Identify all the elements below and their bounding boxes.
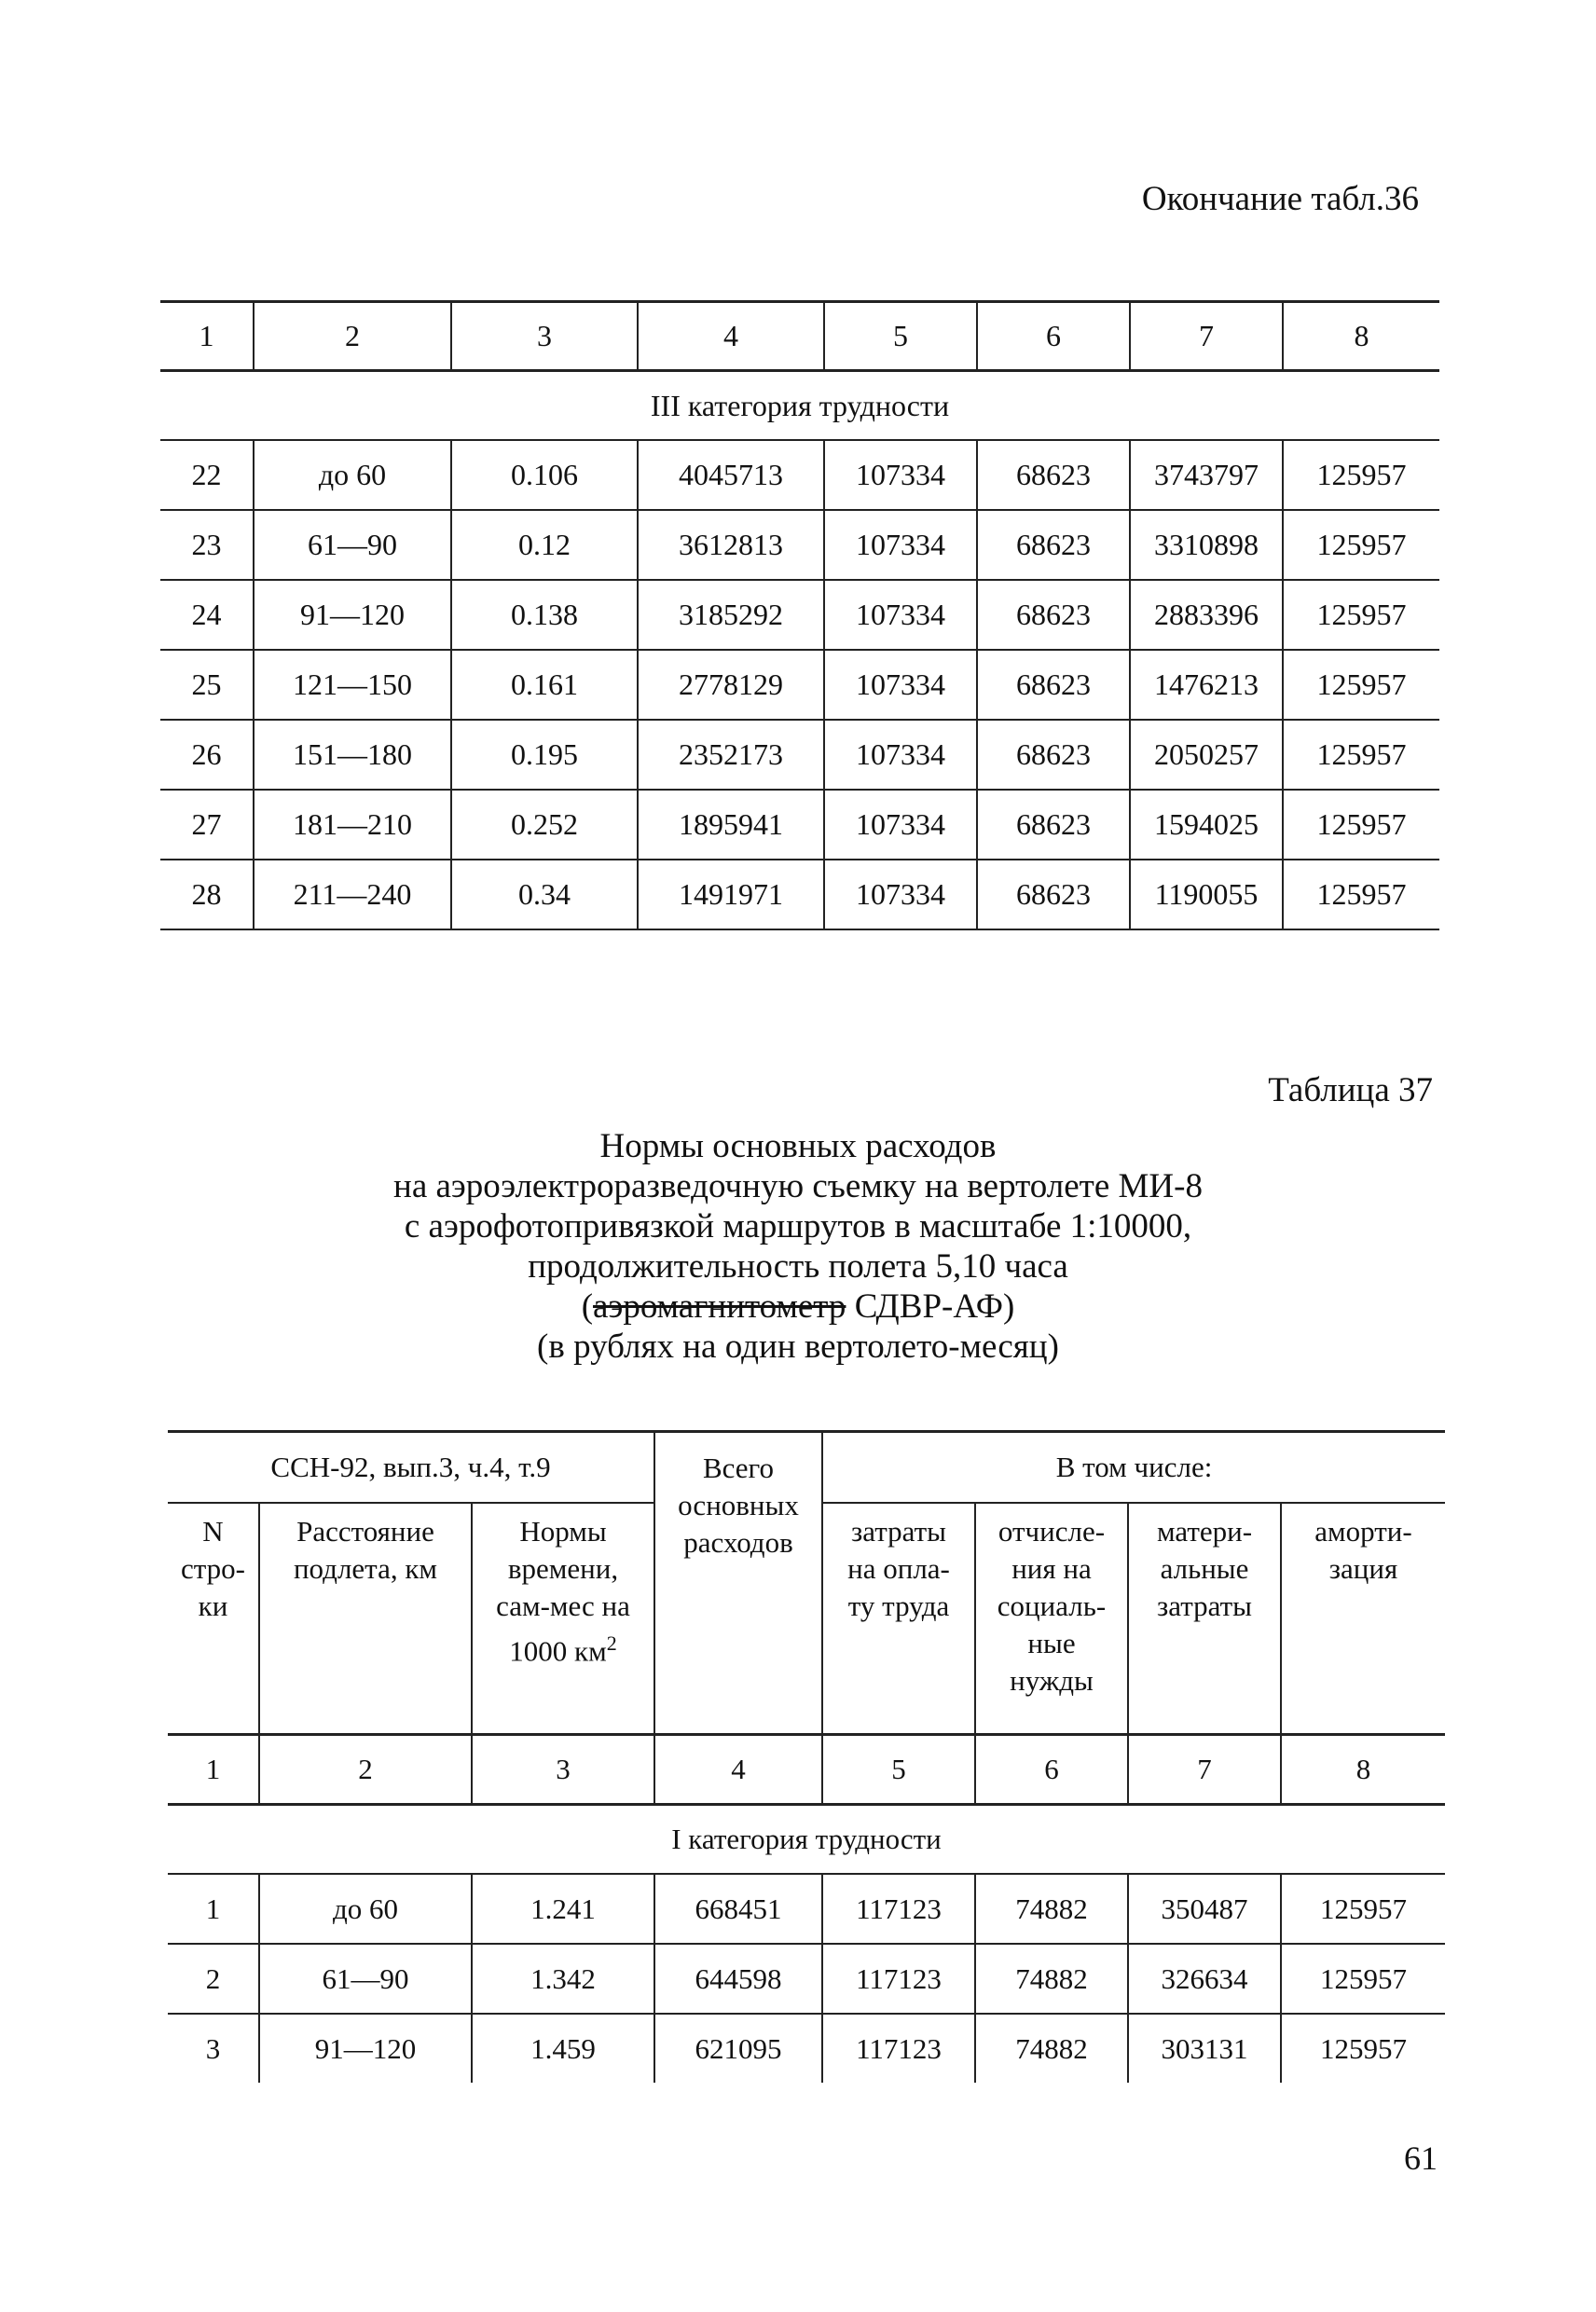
header-line: Всего — [702, 1452, 775, 1484]
table-cell: 68623 — [977, 440, 1130, 510]
table-cell: 125957 — [1283, 510, 1439, 580]
column-number: 1 — [160, 302, 254, 371]
table-cell: 24 — [160, 580, 254, 650]
table-cell: 61—90 — [259, 1944, 472, 2014]
column-number: 6 — [977, 302, 1130, 371]
title-text: СДВР-АФ) — [846, 1287, 1015, 1326]
header-line: времени, — [507, 1552, 619, 1585]
header-line: ния на — [1011, 1552, 1092, 1585]
table-cell: 68623 — [977, 720, 1130, 790]
table-cell: 68623 — [977, 510, 1130, 580]
table-row — [160, 580, 1439, 650]
superscript: 2 — [606, 1631, 617, 1655]
table-cell: 3310898 — [1130, 510, 1283, 580]
column-number-row — [160, 302, 1439, 371]
table-cell: 1.241 — [472, 1874, 654, 1944]
header-line: расходов — [683, 1526, 793, 1559]
table-cell: 68623 — [977, 860, 1130, 929]
table-cell: 26 — [160, 720, 254, 790]
table-cell: 4045713 — [638, 440, 824, 510]
table-cell: 91—120 — [259, 2014, 472, 2083]
table-36-continuation — [160, 300, 1439, 930]
column-number: 6 — [975, 1735, 1128, 1805]
table-cell: 117123 — [822, 1874, 975, 1944]
table-cell: 0.161 — [451, 650, 638, 720]
table-cell: 125957 — [1281, 1874, 1445, 1944]
table-cell: 0.138 — [451, 580, 638, 650]
table-cell: 0.195 — [451, 720, 638, 790]
category-label: I категория трудности — [168, 1805, 1445, 1875]
table-cell: 125957 — [1281, 2014, 1445, 2083]
column-number: 3 — [472, 1735, 654, 1805]
table-cell: 621095 — [654, 2014, 822, 2083]
table-cell: 61—90 — [254, 510, 451, 580]
table-cell: 107334 — [824, 650, 977, 720]
title-line: с аэрофотопривязкой маршрутов в масштабе 1:10000, — [404, 1207, 1192, 1245]
table-cell: 0.34 — [451, 860, 638, 929]
table-cell: 125957 — [1281, 1944, 1445, 2014]
table-cell: 0.252 — [451, 790, 638, 860]
header-line: затраты — [851, 1515, 946, 1548]
header-labor-costs — [822, 1503, 975, 1735]
table-cell: 125957 — [1283, 580, 1439, 650]
header-text: 1000 км — [509, 1634, 607, 1668]
table-cell: 1 — [168, 1874, 259, 1944]
column-number: 2 — [254, 302, 451, 371]
table-row — [160, 860, 1439, 929]
table-cell: 121—150 — [254, 650, 451, 720]
table-cell: до 60 — [259, 1874, 472, 1944]
table-cell: 125957 — [1283, 720, 1439, 790]
title-paren: ( — [581, 1287, 594, 1326]
header-line: Нормы — [519, 1515, 607, 1548]
header-line: подлета, км — [293, 1552, 438, 1585]
header-line: Расстояние — [296, 1515, 434, 1548]
header-line: на опла- — [847, 1552, 950, 1585]
table-cell: 2 — [168, 1944, 259, 2014]
table-cell: 181—210 — [254, 790, 451, 860]
table-cell: 125957 — [1283, 650, 1439, 720]
table-cell: 125957 — [1283, 790, 1439, 860]
category-label: III категория трудности — [160, 371, 1439, 441]
table-cell: 2778129 — [638, 650, 824, 720]
table-row — [160, 720, 1439, 790]
header-line: зация — [1328, 1552, 1398, 1585]
table-cell: 107334 — [824, 510, 977, 580]
header-distance — [259, 1503, 472, 1735]
table-row — [160, 790, 1439, 860]
table-row — [160, 650, 1439, 720]
table-cell: 68623 — [977, 650, 1130, 720]
table-cell: 27 — [160, 790, 254, 860]
header-material-costs — [1128, 1503, 1281, 1735]
title-line: (в рублях на один вертолето-месяц) — [537, 1328, 1059, 1366]
header-line: N — [202, 1515, 224, 1548]
category-row — [168, 1805, 1445, 1875]
table-cell: 68623 — [977, 790, 1130, 860]
header-line: альные — [1160, 1552, 1249, 1585]
header-line: ные — [1027, 1627, 1076, 1659]
column-number: 1 — [168, 1735, 259, 1805]
header-row-number — [168, 1503, 259, 1735]
table-cell: 74882 — [975, 1944, 1128, 2014]
table-cell: 211—240 — [254, 860, 451, 929]
header-amortization — [1281, 1503, 1445, 1735]
header-line: стро- — [180, 1552, 245, 1585]
header-line: ки — [198, 1590, 228, 1622]
table-cell: 350487 — [1128, 1874, 1281, 1944]
continuation-caption: Окончание табл.36 — [1141, 180, 1419, 218]
header-time-norms — [472, 1503, 654, 1735]
table-cell: 326634 — [1128, 1944, 1281, 2014]
column-number: 8 — [1281, 1735, 1445, 1805]
table-cell: 68623 — [977, 580, 1130, 650]
column-number: 7 — [1130, 302, 1283, 371]
title-line — [0, 1287, 1596, 1327]
table-title — [0, 1126, 1596, 1367]
header-total — [654, 1432, 822, 1735]
table-label: Таблица 37 — [1268, 1071, 1433, 1109]
table-cell: 1594025 — [1130, 790, 1283, 860]
header-including-group: В том числе: — [822, 1432, 1445, 1504]
column-number: 5 — [822, 1735, 975, 1805]
table-cell: 303131 — [1128, 2014, 1281, 2083]
column-number: 4 — [638, 302, 824, 371]
table-cell: 2352173 — [638, 720, 824, 790]
table-cell: 644598 — [654, 1944, 822, 2014]
table-cell: 28 — [160, 860, 254, 929]
page-number: 61 — [1404, 2140, 1438, 2177]
table-cell: 1895941 — [638, 790, 824, 860]
table-cell: 1476213 — [1130, 650, 1283, 720]
header-social-deductions — [975, 1503, 1128, 1735]
table-cell: 151—180 — [254, 720, 451, 790]
table-cell: 74882 — [975, 1874, 1128, 1944]
table-cell: 125957 — [1283, 860, 1439, 929]
table-cell: 1190055 — [1130, 860, 1283, 929]
table-cell: 0.12 — [451, 510, 638, 580]
struck-text: аэромагнитометр — [593, 1287, 846, 1326]
table-cell: 117123 — [822, 1944, 975, 2014]
header-line: нужды — [1010, 1664, 1094, 1697]
header-row-groups — [168, 1432, 1445, 1504]
table-cell: 91—120 — [254, 580, 451, 650]
table-cell: 1491971 — [638, 860, 824, 929]
header-line: затраты — [1157, 1590, 1252, 1622]
table-cell: 0.106 — [451, 440, 638, 510]
column-number: 5 — [824, 302, 977, 371]
category-row — [160, 371, 1439, 441]
header-line: матери- — [1156, 1515, 1253, 1548]
column-number: 4 — [654, 1735, 822, 1805]
table-cell: 3185292 — [638, 580, 824, 650]
table-37 — [168, 1430, 1445, 2083]
table-cell: 74882 — [975, 2014, 1128, 2083]
table-cell: 117123 — [822, 2014, 975, 2083]
title-line: Нормы основных расходов — [599, 1127, 997, 1165]
header-ssn-group: ССН-92, вып.3, ч.4, т.9 — [168, 1432, 654, 1504]
header-line: отчисле- — [998, 1515, 1106, 1548]
table-cell: 22 — [160, 440, 254, 510]
table-cell: 23 — [160, 510, 254, 580]
table-row — [168, 2014, 1445, 2083]
table-cell: 107334 — [824, 720, 977, 790]
header-line: социаль- — [997, 1590, 1107, 1622]
table-cell: 3743797 — [1130, 440, 1283, 510]
table-row — [168, 1874, 1445, 1944]
table-cell: 125957 — [1283, 440, 1439, 510]
table-cell: 107334 — [824, 790, 977, 860]
table-cell: 3612813 — [638, 510, 824, 580]
title-line: на аэроэлектроразведочную съемку на вертолете МИ-8 — [393, 1167, 1203, 1205]
table-row — [168, 1944, 1445, 2014]
table-cell: 25 — [160, 650, 254, 720]
column-number: 7 — [1128, 1735, 1281, 1805]
header-line: аморти- — [1314, 1515, 1412, 1548]
table-cell: 107334 — [824, 860, 977, 929]
header-line: ту труда — [847, 1590, 950, 1622]
table-cell: 3 — [205, 2031, 221, 2065]
header-line: сам-мес на — [496, 1590, 630, 1622]
table-row — [160, 440, 1439, 510]
table-cell: 107334 — [824, 440, 977, 510]
column-number: 8 — [1283, 302, 1439, 371]
column-number: 2 — [259, 1735, 472, 1805]
table-cell: 2883396 — [1130, 580, 1283, 650]
table-cell: 1.342 — [472, 1944, 654, 2014]
header-line — [473, 1625, 654, 1670]
column-number: 3 — [451, 302, 638, 371]
table-cell: 2050257 — [1130, 720, 1283, 790]
table-cell: 107334 — [824, 580, 977, 650]
table-cell: 668451 — [654, 1874, 822, 1944]
table-row — [160, 510, 1439, 580]
title-line: продолжительность полета 5,10 часа — [528, 1247, 1068, 1286]
column-number-row — [168, 1735, 1445, 1805]
table-cell: до 60 — [254, 440, 451, 510]
header-line: основных — [678, 1489, 799, 1521]
table-cell: 1.459 — [472, 2014, 654, 2083]
